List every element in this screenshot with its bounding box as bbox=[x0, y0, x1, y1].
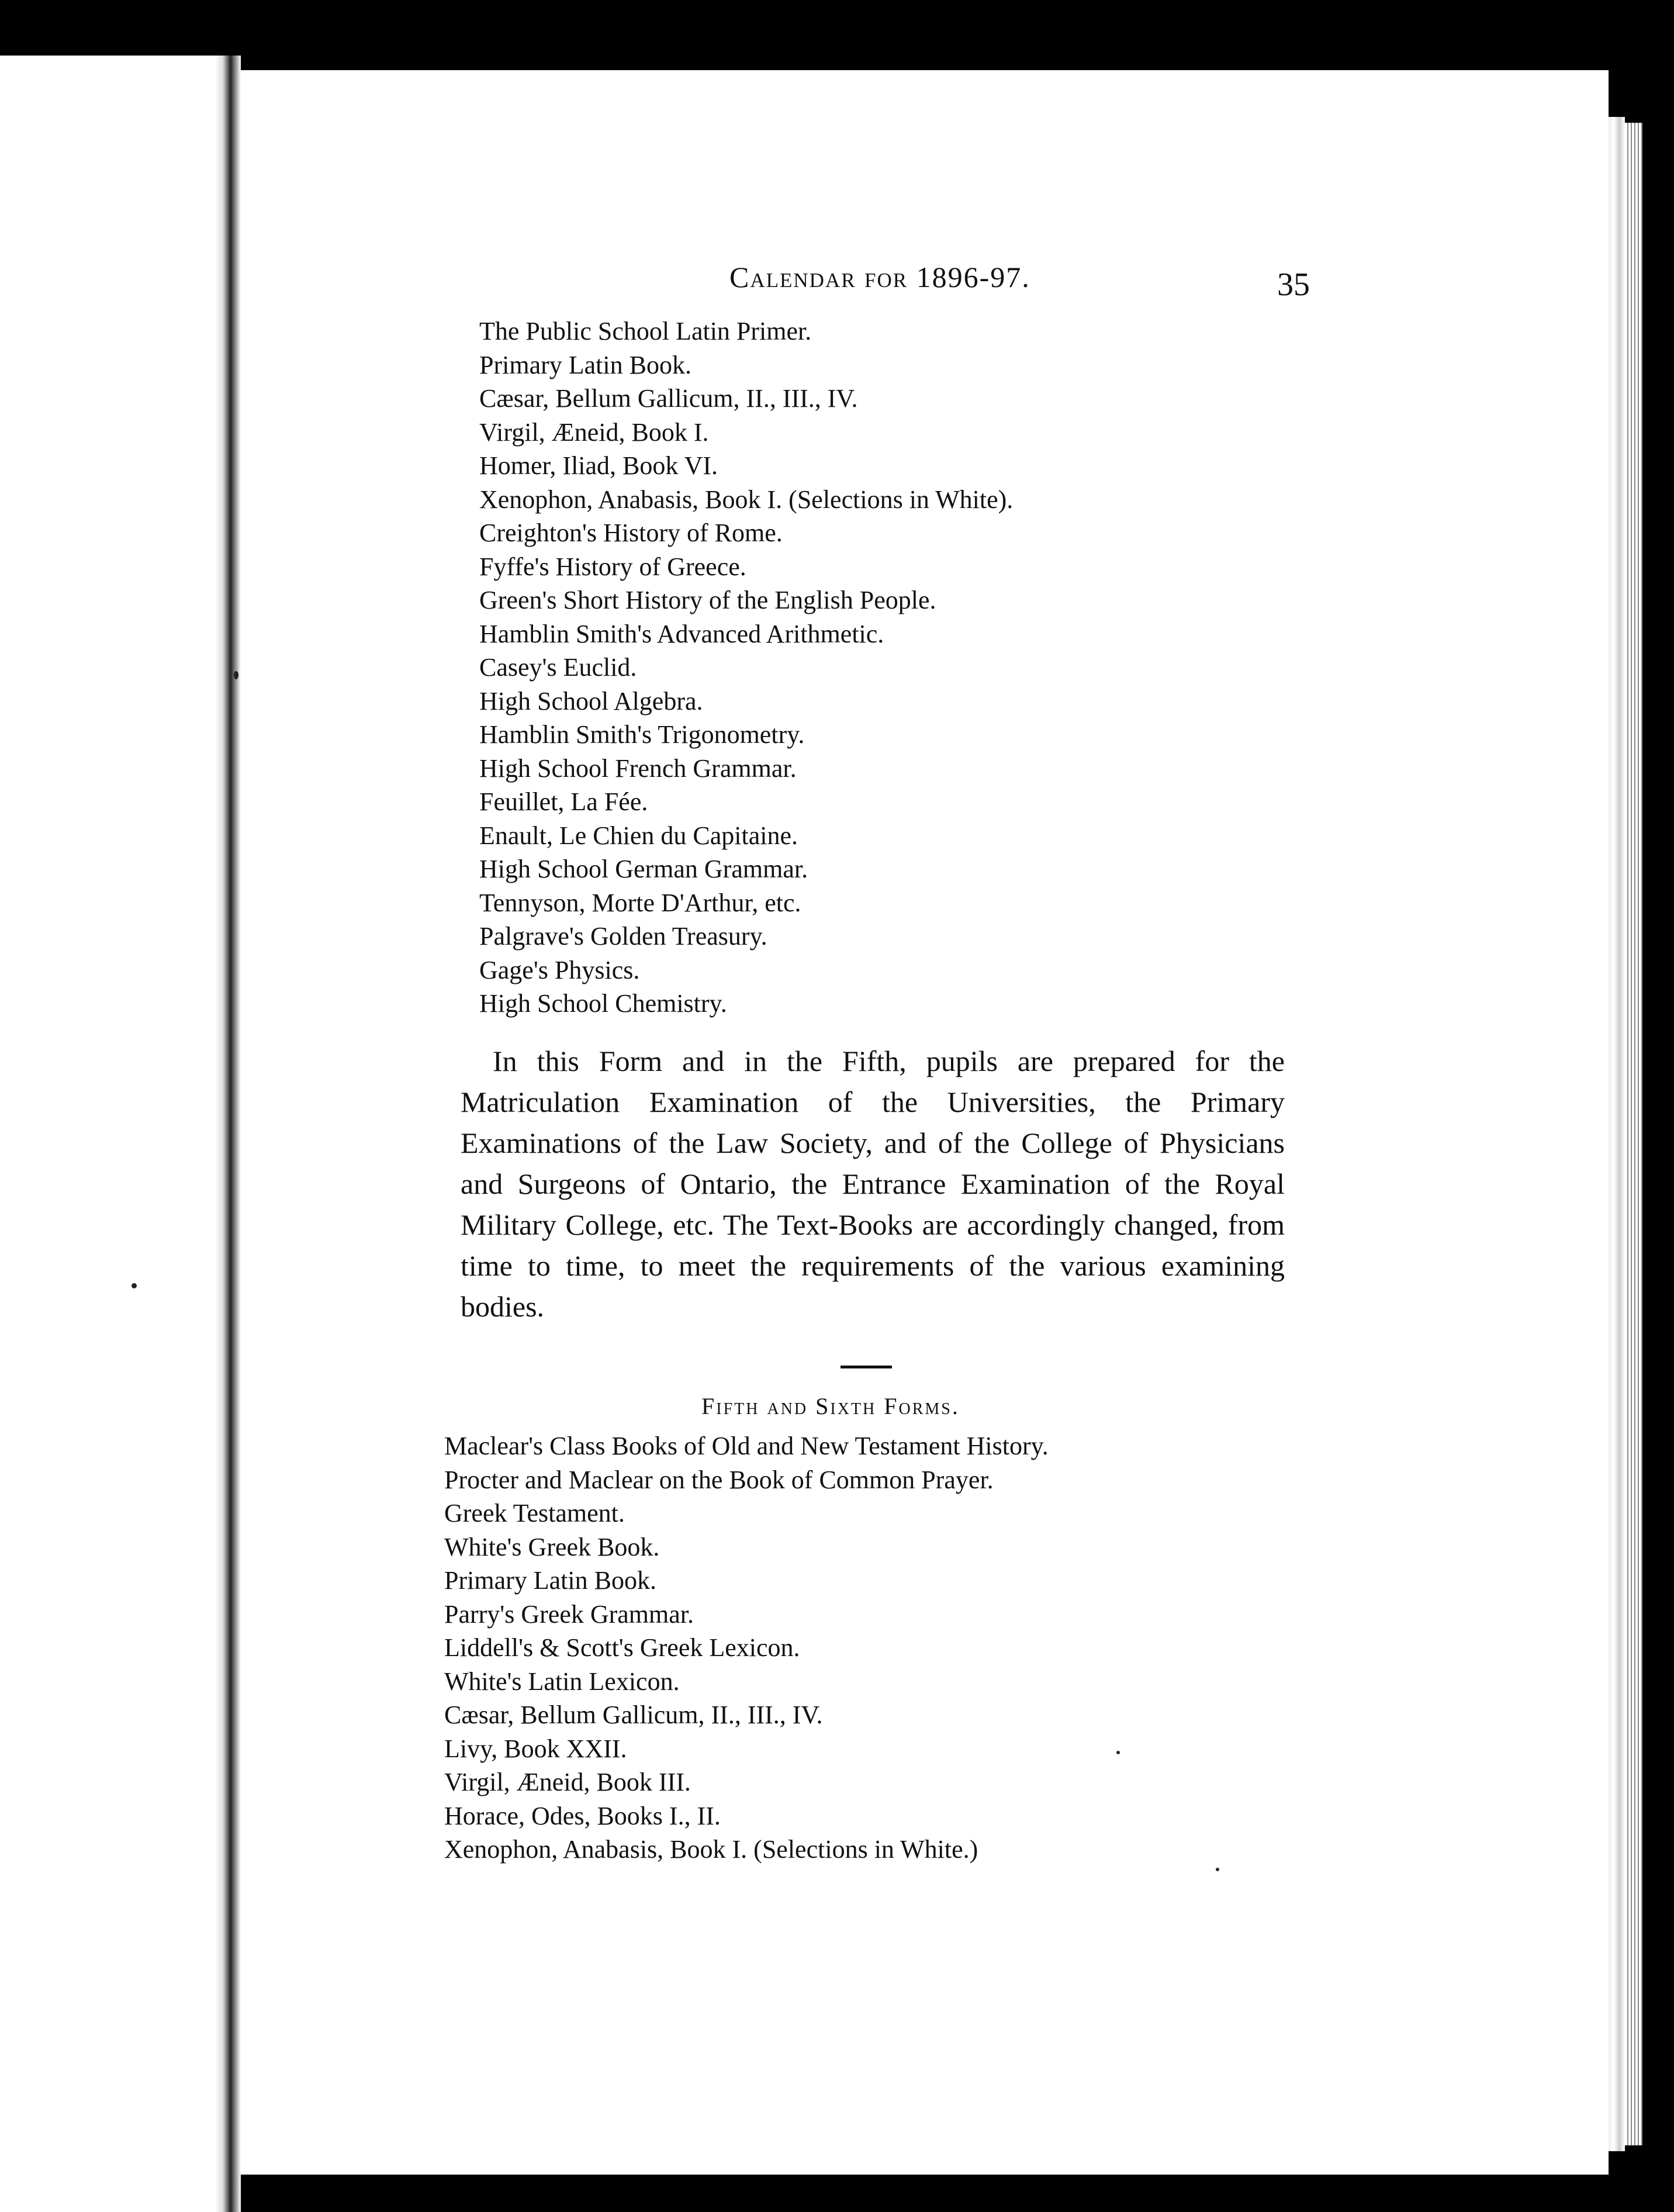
list-item: Tennyson, Morte D'Arthur, etc. bbox=[479, 888, 801, 917]
body-paragraph: In this Form and in the Fifth, pupils are prepared for the Matriculation Examination of the Universities, the Primary Examinations of the Law Society, and of the College of Physicians and Surgeons of Ontario, the Entrance Examination of the Royal Military College, etc. The Text-Books are accordingly changed, from time to time, to meet the requirements of the various examining bodies. bbox=[461, 1045, 1285, 1323]
running-title: Calendar for 1896-97. bbox=[729, 261, 1030, 293]
section-heading: Fifth and Sixth Forms. bbox=[701, 1393, 960, 1419]
list-item: Feuillet, La Fée. bbox=[479, 787, 648, 816]
list-item: High School German Grammar. bbox=[479, 855, 808, 883]
list-item: High School Algebra. bbox=[479, 686, 703, 716]
list-item: Cæsar, Bellum Gallicum, II., III., IV. bbox=[444, 1701, 823, 1729]
list-item: High School Chemistry. bbox=[479, 989, 727, 1018]
scan-speck bbox=[1116, 1751, 1120, 1754]
list-item: White's Greek Book. bbox=[444, 1532, 660, 1561]
list-item: Xenophon, Anabasis, Book I. (Selections in White.) bbox=[444, 1835, 978, 1864]
page-stack-edge bbox=[1609, 117, 1625, 2151]
scan-speck bbox=[234, 671, 238, 679]
list-item: Parry's Greek Grammar. bbox=[444, 1599, 694, 1629]
list-item: Virgil, Æneid, Book III. bbox=[444, 1768, 691, 1796]
list-item: Maclear's Class Books of Old and New Testament History. bbox=[444, 1432, 1049, 1460]
list-item: Primary Latin Book. bbox=[479, 350, 691, 379]
list-item: Fyffe's History of Greece. bbox=[479, 552, 746, 581]
textbook-list-fifth-sixth-forms bbox=[444, 1429, 1049, 1867]
list-item: Xenophon, Anabasis, Book I. (Selections in White). bbox=[479, 485, 1014, 514]
list-item: Primary Latin Book. bbox=[444, 1566, 656, 1595]
page-stack-edge-lines bbox=[1625, 123, 1642, 2145]
list-item: Greek Testament. bbox=[444, 1499, 625, 1527]
facing-page-edge bbox=[0, 56, 231, 2212]
list-item: Casey's Euclid. bbox=[479, 653, 637, 682]
scan-speck bbox=[1216, 1868, 1219, 1871]
list-item: High School French Grammar. bbox=[479, 754, 797, 783]
section-divider bbox=[841, 1366, 892, 1368]
list-item: Livy, Book XXII. bbox=[444, 1734, 627, 1763]
list-item: Palgrave's Golden Treasury. bbox=[479, 922, 767, 951]
list-item: Virgil, Æneid, Book I. bbox=[479, 417, 709, 447]
list-item: The Public School Latin Primer. bbox=[479, 317, 812, 345]
list-item: Procter and Maclear on the Book of Common Prayer. bbox=[444, 1465, 994, 1494]
textbook-list-fourth-form bbox=[479, 314, 1013, 1021]
list-item: Enault, Le Chien du Capitaine. bbox=[479, 821, 798, 850]
list-item: Hamblin Smith's Trigonometry. bbox=[479, 720, 805, 749]
list-item: Cæsar, Bellum Gallicum, II., III., IV. bbox=[479, 384, 858, 413]
list-item: Creighton's History of Rome. bbox=[479, 519, 783, 547]
list-item: White's Latin Lexicon. bbox=[444, 1667, 680, 1696]
list-item: Hamblin Smith's Advanced Arithmetic. bbox=[479, 619, 884, 648]
list-item: Gage's Physics. bbox=[479, 955, 640, 984]
book-gutter bbox=[215, 56, 241, 2212]
list-item: Liddell's & Scott's Greek Lexicon. bbox=[444, 1633, 800, 1662]
list-item: Horace, Odes, Books I., II. bbox=[444, 1801, 721, 1830]
list-item: Green's Short History of the English People. bbox=[479, 586, 936, 614]
page-number: 35 bbox=[1277, 267, 1310, 303]
running-header bbox=[729, 260, 1314, 294]
scan-speck bbox=[132, 1283, 137, 1288]
list-item: Homer, Iliad, Book VI. bbox=[479, 451, 718, 480]
